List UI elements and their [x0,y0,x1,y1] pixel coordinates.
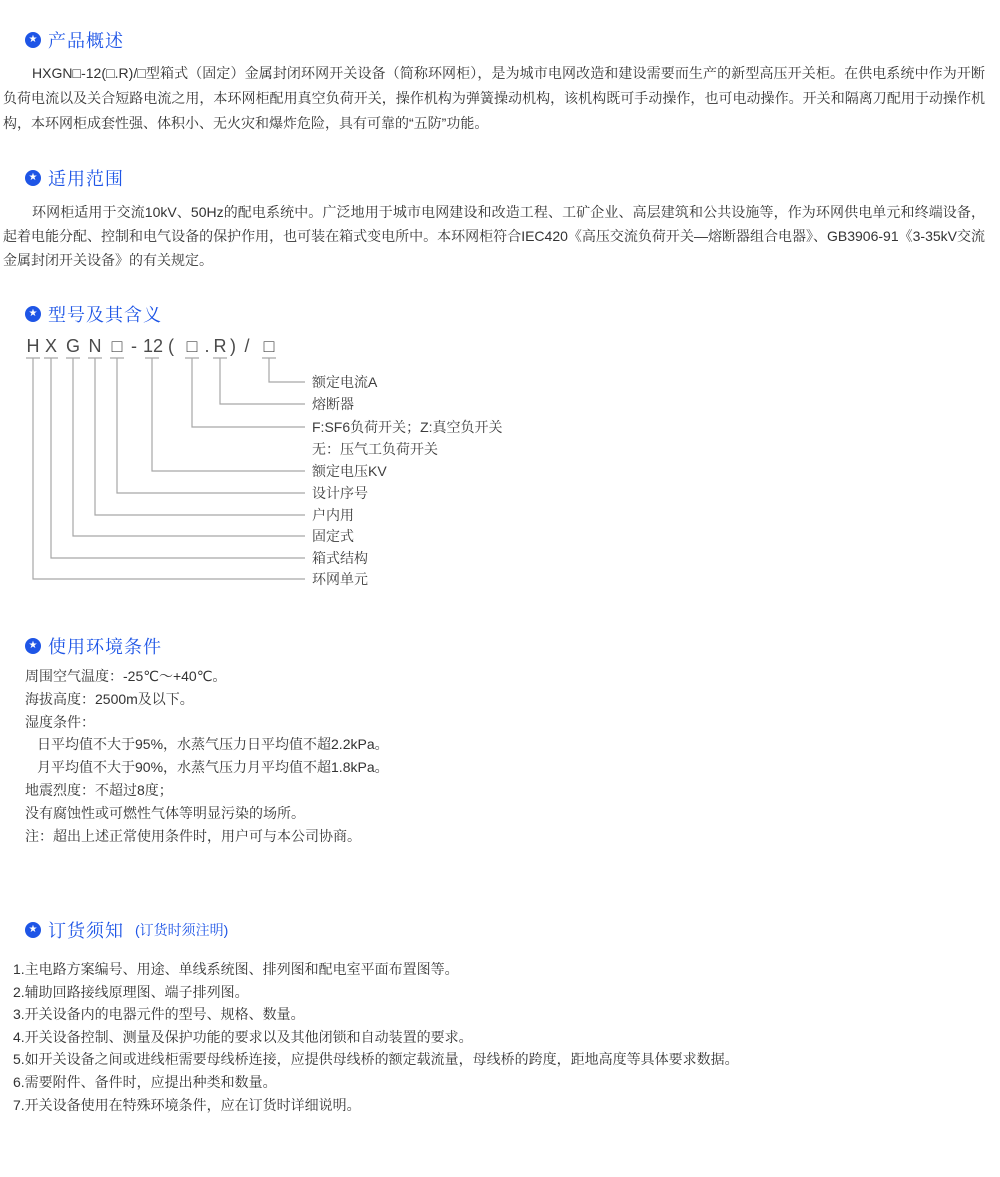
ordering-items-list [0,958,1000,1116]
model-label-switch-none: 无：压气工负荷开关 [312,441,438,457]
model-label-fuse: 熔断器 [312,396,354,412]
model-char: □ [263,336,275,356]
model-label-rated-voltage: 额定电压KV [312,463,387,479]
env-line-monthly-avg: 月平均值不大于90%，水蒸气压力月平均值不超1.8kPa。 [37,759,389,776]
model-label-switch-type: F:SF6负荷开关；Z:真空负开关 [312,419,503,435]
model-char: - [131,336,137,356]
model-char: □ [111,336,123,356]
star-circle-icon: ★ [25,306,41,322]
section-title-ordering: 订货须知 [48,921,124,941]
section-title-overview: 产品概述 [48,31,124,51]
ordering-item: 6.需要附件、备件时，应提出种类和数量。 [13,1073,277,1090]
model-label-rated-current: 额定电流A [312,374,378,390]
model-label-design-serial: 设计序号 [312,485,368,501]
model-char: 12 [142,336,164,356]
ordering-item: 7.开关设备使用在特殊环境条件，应在订货时详细说明。 [13,1096,361,1113]
section-application-scope [0,167,1000,272]
ordering-item: 3.开关设备内的电器元件的型号、规格、数量。 [13,1006,305,1023]
ordering-title-note: (订货时须注明) [135,922,229,938]
model-char: H [26,336,40,356]
model-char: G [65,336,81,356]
section-header [0,635,1000,657]
model-char: R [213,336,227,356]
overview-paragraph: HXGN□-12(□.R)/□型箱式（固定）金属封闭环网开关设备（简称环网柜），是为城市电网改造和建设需要而生产的新型高压开关柜。在供电系统中作为开断负荷电流以及关合短路电流之用，本环网柜配用真空负荷开关，操作机构为弹簧操动机构，该机构既可手动操作，也可电动操作。开关和隔离刀配用于动操作机构，本环网柜成套性强、体积小、无火灾和爆炸危险，具有可靠的“五防”功能。 [3,65,985,131]
model-char: □ [186,336,198,356]
env-line-daily-avg: 日平均值不大于95%，水蒸气压力日平均值不超2.2kPa。 [37,736,389,753]
scope-paragraph: 环网柜适用于交流10kV、50Hz的配电系统中。广泛地用于城市电网建设和改造工程、工矿企业、高层建筑和公共设施等，作为环网供电单元和终端设备，起着电能分配、控制和电气设备的保护作用，也可装在箱式变电所中。本环网柜符合IEC420《高压交流负荷开关—熔断器组合电器》、GB3906-91《3-35kV交流金属封闭开关设备》的有关规定。 [3,204,985,268]
section-title-scope: 适用范围 [48,169,124,189]
env-line-humidity: 湿度条件： [25,713,95,730]
ordering-item: 5.如开关设备之间或进线柜需要母线桥连接，应提供母线桥的额定载流量，母线桥的跨度，距地高度等具体要求数据。 [13,1051,739,1068]
model-char: . [204,336,210,356]
model-label-ring-main-unit: 环网单元 [312,571,368,587]
model-char: X [44,336,58,356]
section-ordering-instructions [0,919,1000,1116]
section-header [0,919,1000,941]
star-circle-icon: ★ [25,170,41,186]
section-title-environment: 使用环境条件 [48,637,162,657]
ordering-item: 1.主电路方案编号、用途、单线系统图、排列图和配电室平面布置图等。 [13,961,459,977]
section-header [0,167,1000,189]
section-product-overview [0,29,1000,136]
ordering-item: 2.辅助回路接线原理图、端子排列图。 [13,983,249,1000]
model-char: N [88,336,102,356]
star-circle-icon: ★ [25,922,41,938]
env-line-pollution: 没有腐蚀性或可燃性气体等明显污染的场所。 [25,804,305,821]
ordering-item: 4.开关设备控制、测量及保护功能的要求以及其他闭锁和自动装置的要求。 [13,1028,473,1045]
model-label-fixed-type: 固定式 [312,528,354,544]
env-line-seismic: 地震烈度：不超过8度； [25,781,173,798]
section-header [0,29,1000,51]
section-model-meaning [0,303,1000,598]
model-char: / [244,336,250,356]
model-designation-diagram [0,303,700,598]
model-label-box-structure: 箱式结构 [312,550,368,566]
model-label-indoor-use: 户内用 [312,507,354,523]
env-line-temperature: 周围空气温度：-25℃～+40℃。 [25,668,227,684]
env-line-note: 注：超出上述正常使用条件时，用户可与本公司协商。 [25,827,361,844]
model-char: ( [168,336,174,356]
section-title-model: 型号及其含义 [48,305,162,325]
model-char: ) [230,336,236,356]
star-circle-icon: ★ [25,32,41,48]
section-environment-conditions [0,635,1000,847]
star-circle-icon: ★ [25,638,41,654]
env-line-altitude: 海拔高度：2500m及以下。 [25,690,194,707]
environment-conditions-list [0,665,1000,847]
